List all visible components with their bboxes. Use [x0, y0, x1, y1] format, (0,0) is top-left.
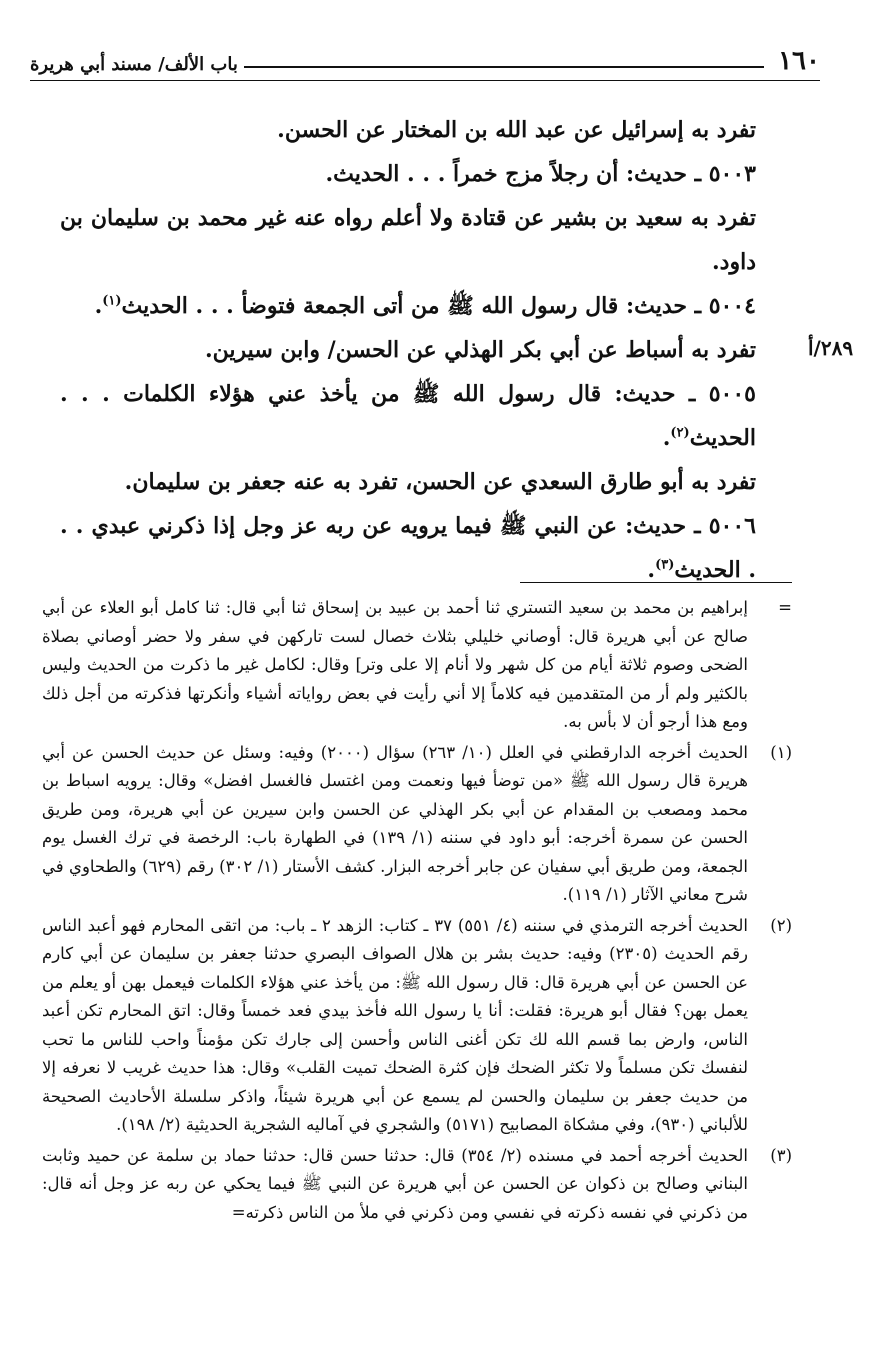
footnotes: [42, 594, 792, 1229]
hadith-5005: [60, 372, 756, 460]
footnote-marker: (٢): [770, 915, 792, 935]
running-title: باب الألف/ مسند أبي هريرة: [30, 54, 238, 75]
footnote-text: الحديث أخرجه أحمد في مسنده (٢/ ٣٥٤) قال: حدثنا حسن قال: حدثنا حماد بن سلمة عن حميد وثابت البناني وصالح بن ذكوان عن الحسن عن أبي هريرة عن النبي ﷺ فيما يحكي عن ربه عز وجل أنه قال: من ذكرني في نفسه ذكرته في نفسي ومن ذكرني في ملأ من الناس ذكرته=: [42, 1145, 748, 1222]
footnote-separator: [520, 582, 792, 583]
hadith-text: أن رجلاً مزج خمراً . . . الحديث.: [325, 161, 626, 187]
paragraph: تفرد به أسباط عن أبي بكر الهذلي عن الحسن/ وابن سيرين.: [205, 337, 756, 363]
header-divider: [30, 80, 820, 81]
paragraph: تفرد به أبو طارق السعدي عن الحسن، تفرد به عنه جعفر بن سليمان.: [124, 469, 756, 495]
hadith-5003: [60, 152, 756, 196]
hadith-end: .: [662, 425, 671, 451]
footnote-continued: [42, 594, 792, 737]
page-header: [30, 38, 820, 74]
footnote-text: الحديث أخرجه الترمذي في سننه (٤/ ٥٥١) ٣٧ ـ كتاب: الزهد ٢ ـ باب: من اتقى المحارم فهو أعبد الناس رقم الحديث (٢٣٠٥) وفيه: حديث بشر بن هلال الصواف البصري حدثنا جعفر بن سليمان عن أبي كارم عن الحسن عن أبي هريرة قال: قال رسول الله ﷺ: من يأخذ عني هؤلاء الكلمات فيعمل بهن أو يعلم من يعمل بهن؟ فقال أبو هريرة: فقلت: أنا يا رسول الله فأخذ بيدي فعد خمساً وقال: اتق المحارم تكن أعبد الناس، وارض بما قسم الله لك تكن أغنى الناس وأحسن إلى جارك تكن مؤمناً واحب للناس ما تحب لنفسك تكن مسلماً ولا تكثر الضحك فإن كثرة الضحك تميت القلب» وقال: هذا حديث غريب لا نعرفه إلا من حديث جعفر بن سليمان والحسن لم يسمع عن أبي هريرة شيئاً، واذكر سلسلة الأحاديث الصحيحة للألباني (٩٣٠)، وفي مشكاة المصابيح (٥١٧١) والشجري في آماليه الشجرية الحديثية (٢/ ١٩٨).: [42, 915, 748, 1134]
paragraph: تفرد به إسرائيل عن عبد الله بن المختار عن الحسن.: [277, 117, 756, 143]
footnote-ref: (٣): [655, 557, 675, 573]
hadith-number: ٥٠٠٣ ـ حديث:: [625, 161, 756, 187]
footnote-marker: =: [778, 598, 792, 617]
page-number: ١٦٠: [778, 46, 820, 76]
hadith-end: .: [647, 557, 656, 583]
hadith-end: .: [94, 293, 103, 319]
footnote-marker: (٣): [770, 1145, 792, 1165]
footnote-ref: (٢): [670, 425, 690, 441]
footnote-ref: (١): [102, 293, 122, 309]
hadith-5004: [60, 284, 756, 328]
footnote-marker: (١): [770, 742, 792, 762]
hadith-text: عن النبي ﷺ فيما يرويه عن ربه عز وجل إذا ذكرني عبدي . . . الحديث: [60, 513, 756, 583]
hadith-number: ٥٠٠٥ ـ حديث:: [614, 381, 756, 407]
header-rule: [244, 66, 764, 68]
footnote-2: [42, 912, 792, 1140]
manuscript-folio-note: ٢٨٩/أ: [808, 336, 854, 360]
hadith-5006: [60, 504, 756, 592]
paragraph: تفرد به سعيد بن بشير عن قتادة ولا أعلم رواه عنه غير محمد بن سليمان بن داود.: [60, 205, 756, 275]
main-text: [60, 108, 792, 592]
footnote-3: [42, 1142, 792, 1228]
hadith-number: ٥٠٠٤ ـ حديث:: [625, 293, 756, 319]
footnote-text: إبراهيم بن محمد بن سعيد التستري ثنا أحمد بن عبيد بن إسحاق ثنا أبي قال: ثنا كامل أبو العلاء عن أبي صالح عن أبي هريرة قال: أوصاني خليلي بثلاث خصال لست تاركهن في سفر ولا حضر أوصاني بصلاة الضحى وصوم ثلاثة أيام من كل شهر ولا أنام إلا على وتر] وقال: لكامل غير ما ذكرت من الحديث وليس بالكثير ولم أر من المتقدمين فيه كلاماً إلا أني رأيت في بعض رواياته أشياء وأنكرتها فذكرته من أجل ذلك ومع هذا أرجو أن لا بأس به.: [42, 598, 748, 731]
hadith-text: قال رسول الله ﷺ من يأخذ عني هؤلاء الكلمات . . . الحديث: [60, 381, 756, 451]
hadith-number: ٥٠٠٦ ـ حديث:: [625, 513, 756, 539]
footnote-text: الحديث أخرجه الدارقطني في العلل (١٠/ ٢٦٣) سؤال (٢٠٠٠) وفيه: وسئل عن حديث الحسن عن أبي هريرة قال رسول الله ﷺ «من توضأ فيها ونعمت ومن اغتسل فالغسل افضل» وقال: يرويه اسباط بن محمد ومصعب بن المقدام عن أبي بكر الهذلي عن الحسن وابن سيرين عن أبي هريرة، ومن طريق الحسن عن سمرة أخرجه: أبو داود في سننه (١/ ١٣٩) في الطهارة باب: الرخصة في ترك الغسل يوم الجمعة، ومن طريق أبي سفيان عن جابر أخرجه البزار. كشف الأستار (١/ ٣٠٢) رقم (٦٢٩) والطحاوي في شرح معاني الآثار (١/ ١١٩).: [42, 742, 749, 904]
hadith-text: قال رسول الله ﷺ من أتى الجمعة فتوضأ . . . الحديث: [121, 293, 626, 319]
footnote-1: [42, 739, 792, 910]
